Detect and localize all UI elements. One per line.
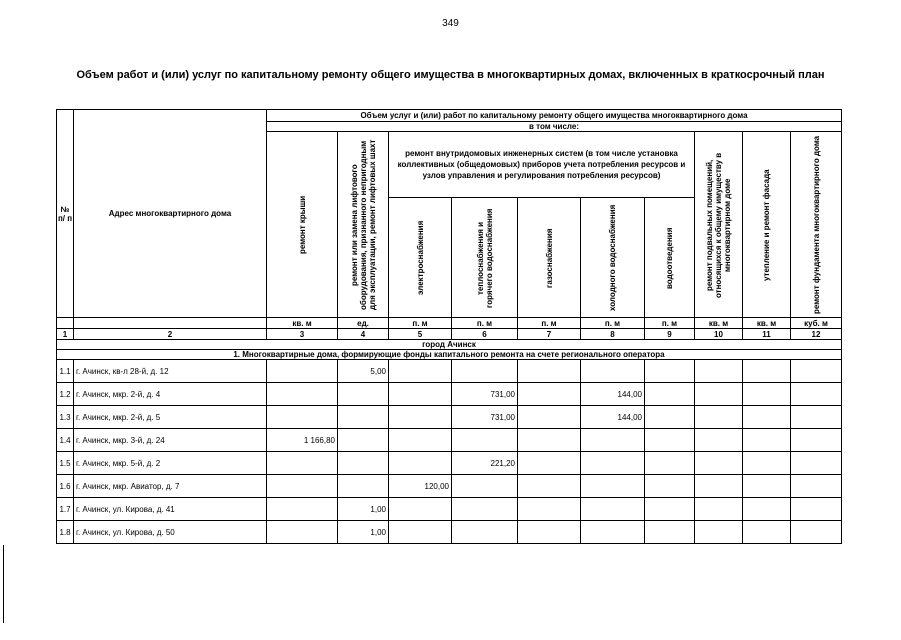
table-row <box>57 452 842 475</box>
row-value <box>267 452 338 475</box>
col-number: 2 <box>74 329 267 340</box>
table-row <box>57 383 842 406</box>
header-address: Адрес многоквартирного дома <box>74 110 267 318</box>
row-address: г. Ачинск, кв-л 28-й, д. 12 <box>74 360 267 383</box>
row-address: г. Ачинск, ул. Кирова, д. 50 <box>74 521 267 544</box>
table-row <box>57 498 842 521</box>
header-facade: утепление и ремонт фасада <box>743 132 791 318</box>
row-value <box>338 406 389 429</box>
row-address: г. Ачинск, мкр. 2-й, д. 5 <box>74 406 267 429</box>
row-value <box>695 383 743 406</box>
row-value <box>743 429 791 452</box>
header-gas: газоснабжения <box>518 198 581 318</box>
row-number: 1.8 <box>57 521 74 544</box>
table-row <box>57 475 842 498</box>
table-row <box>57 406 842 429</box>
row-number: 1.4 <box>57 429 74 452</box>
row-value <box>389 429 452 452</box>
row-value: 731,00 <box>452 406 518 429</box>
row-value <box>743 521 791 544</box>
row-value <box>452 360 518 383</box>
row-value <box>581 475 645 498</box>
row-value <box>518 429 581 452</box>
row-value <box>389 360 452 383</box>
col-number: 12 <box>791 329 842 340</box>
row-value: 144,00 <box>581 383 645 406</box>
col-number: 4 <box>338 329 389 340</box>
row-value <box>518 498 581 521</box>
col-number: 11 <box>743 329 791 340</box>
row-number: 1.6 <box>57 475 74 498</box>
row-value <box>645 406 695 429</box>
unit-cell: п. м <box>389 318 452 329</box>
row-value <box>338 452 389 475</box>
row-value <box>791 521 842 544</box>
row-value <box>581 521 645 544</box>
row-value <box>518 383 581 406</box>
section-row: 1. Многоквартирные дома, формирующие фонды капитального ремонта на счете регионального оператора <box>57 350 842 360</box>
row-value <box>695 406 743 429</box>
row-value <box>389 452 452 475</box>
row-value <box>338 383 389 406</box>
row-value <box>791 383 842 406</box>
row-value <box>695 360 743 383</box>
header-basement: ремонт подвальных помещений, относящихся к общему имуществу в многоквартирном доме <box>695 132 743 318</box>
row-value <box>267 406 338 429</box>
row-value: 1,00 <box>338 498 389 521</box>
col-number: 10 <box>695 329 743 340</box>
col-number: 6 <box>452 329 518 340</box>
row-value <box>389 521 452 544</box>
row-value <box>743 498 791 521</box>
header-group: Объем услуг и (или) работ по капитальному ремонту общего имущества многоквартирного дома <box>267 110 842 122</box>
row-value <box>645 452 695 475</box>
table-row <box>57 360 842 383</box>
col-number: 7 <box>518 329 581 340</box>
repair-table <box>56 109 842 544</box>
col-number: 1 <box>57 329 74 340</box>
row-value <box>518 521 581 544</box>
row-address: г. Ачинск, мкр. 3-й, д. 24 <box>74 429 267 452</box>
row-value <box>645 521 695 544</box>
unit-cell: кв. м <box>743 318 791 329</box>
row-value <box>695 498 743 521</box>
row-value <box>645 360 695 383</box>
header-roof: ремонт крыши <box>267 132 338 318</box>
row-value <box>518 406 581 429</box>
header-no: № п/ п <box>57 110 74 318</box>
row-value <box>695 452 743 475</box>
row-value <box>695 521 743 544</box>
unit-cell: п. м <box>645 318 695 329</box>
row-value <box>695 475 743 498</box>
unit-cell: куб. м <box>791 318 842 329</box>
document-title: Объем работ и (или) услуг по капитальному ремонту общего имущества в многоквартирных домах, включенных в краткосрочный план <box>76 69 825 81</box>
row-number: 1.5 <box>57 452 74 475</box>
row-value <box>791 360 842 383</box>
unit-blank <box>74 318 267 329</box>
row-value <box>791 429 842 452</box>
row-value <box>791 406 842 429</box>
row-number: 1.2 <box>57 383 74 406</box>
row-value <box>645 475 695 498</box>
row-value <box>645 383 695 406</box>
row-value <box>389 498 452 521</box>
header-heat: теплоснабжения и горячего водоснабжения <box>452 198 518 318</box>
col-number: 8 <box>581 329 645 340</box>
row-value <box>267 383 338 406</box>
row-value: 144,00 <box>581 406 645 429</box>
row-value <box>518 475 581 498</box>
header-systems: ремонт внутридомовых инженерных систем (в том числе установка коллективных (общедомовых) приборов учета потребления ресурсов и узлов управления и регулирования потребления ресурсов) <box>389 132 695 198</box>
row-value <box>389 383 452 406</box>
row-value: 120,00 <box>389 475 452 498</box>
row-address: г. Ачинск, мкр. 2-й, д. 4 <box>74 383 267 406</box>
row-number: 1.1 <box>57 360 74 383</box>
table-row <box>57 429 842 452</box>
row-value <box>791 475 842 498</box>
city-row: город Ачинск <box>57 340 842 350</box>
col-number: 9 <box>645 329 695 340</box>
row-value <box>743 406 791 429</box>
row-number: 1.7 <box>57 498 74 521</box>
row-value <box>518 452 581 475</box>
row-value: 1,00 <box>338 521 389 544</box>
row-value: 731,00 <box>452 383 518 406</box>
row-value <box>743 452 791 475</box>
row-value <box>267 475 338 498</box>
row-value <box>581 360 645 383</box>
row-value <box>581 429 645 452</box>
unit-blank <box>57 318 74 329</box>
row-value <box>452 475 518 498</box>
unit-cell: ед. <box>338 318 389 329</box>
row-value <box>338 475 389 498</box>
header-elevator: ремонт или замена лифтового оборудования, признанного непригодным для эксплуатации, ремонт лифтовых шахт <box>338 132 389 318</box>
row-value <box>267 521 338 544</box>
row-value <box>645 498 695 521</box>
col-number: 3 <box>267 329 338 340</box>
row-value <box>452 521 518 544</box>
row-value <box>267 360 338 383</box>
col-number: 5 <box>389 329 452 340</box>
row-value <box>743 360 791 383</box>
header-electric: электроснабжения <box>389 198 452 318</box>
header-drainage: водоотведения <box>645 198 695 318</box>
row-address: г. Ачинск, мкр. Авиатор, д. 7 <box>74 475 267 498</box>
row-value <box>791 498 842 521</box>
row-value <box>645 429 695 452</box>
unit-cell: кв. м <box>695 318 743 329</box>
unit-cell: п. м <box>581 318 645 329</box>
row-value: 221,20 <box>452 452 518 475</box>
row-number: 1.3 <box>57 406 74 429</box>
unit-cell: п. м <box>518 318 581 329</box>
row-value <box>791 452 842 475</box>
row-value <box>581 452 645 475</box>
row-value <box>743 475 791 498</box>
row-value <box>452 498 518 521</box>
row-value <box>518 360 581 383</box>
row-address: г. Ачинск, ул. Кирова, д. 41 <box>74 498 267 521</box>
row-value <box>581 498 645 521</box>
row-value <box>452 429 518 452</box>
row-value <box>695 429 743 452</box>
header-foundation: ремонт фундамента многоквартирного дома <box>791 132 842 318</box>
row-value <box>267 498 338 521</box>
row-value <box>338 429 389 452</box>
header-cold-water: холодного водоснабжения <box>581 198 645 318</box>
unit-cell: кв. м <box>267 318 338 329</box>
header-including: в том числе: <box>267 122 842 132</box>
margin-line <box>3 545 4 623</box>
unit-cell: п. м <box>452 318 518 329</box>
page-number: 349 <box>442 18 459 29</box>
row-value: 1 166,80 <box>267 429 338 452</box>
row-value <box>389 406 452 429</box>
row-value: 5,00 <box>338 360 389 383</box>
row-value <box>743 383 791 406</box>
row-address: г. Ачинск, мкр. 5-й, д. 2 <box>74 452 267 475</box>
table-row <box>57 521 842 544</box>
